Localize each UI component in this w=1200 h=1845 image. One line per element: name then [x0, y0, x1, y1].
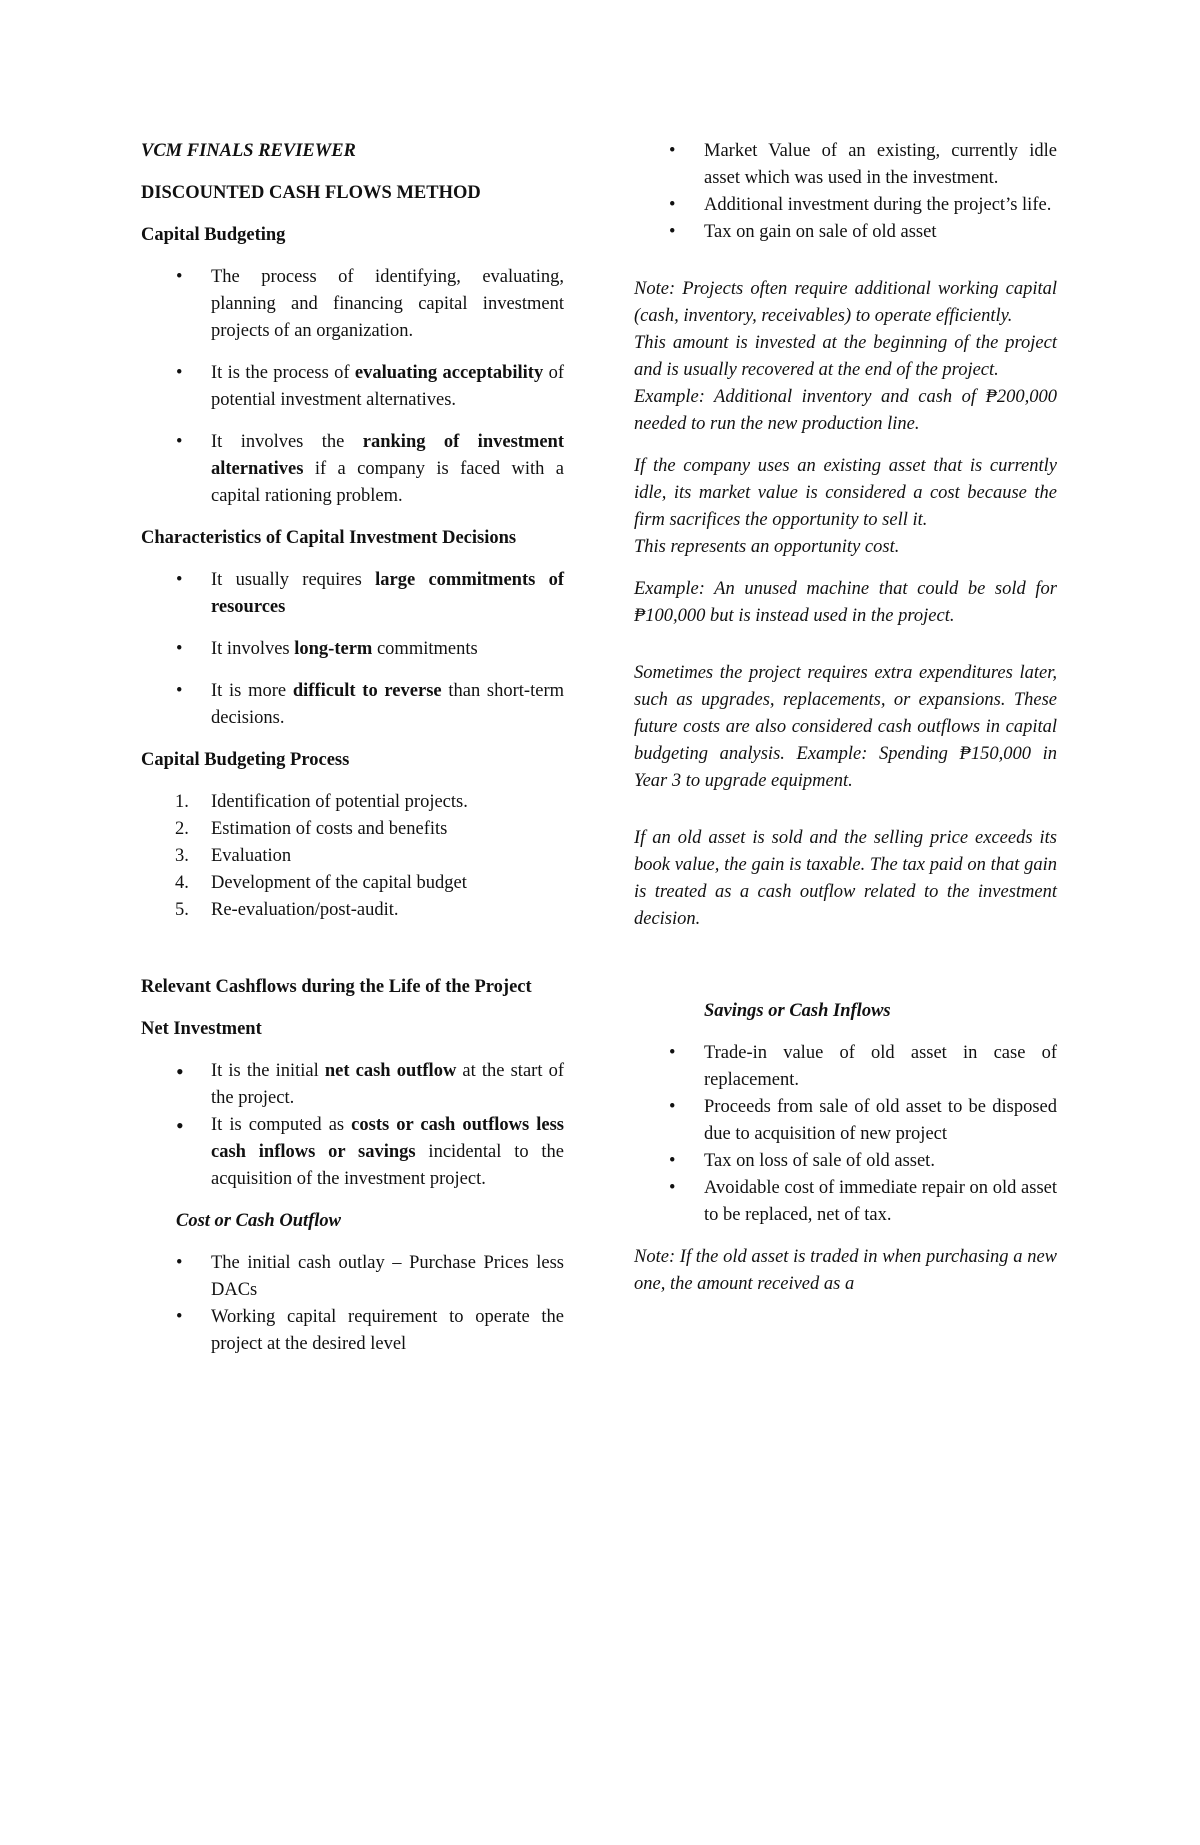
list-item: • It involves long-term commitments	[141, 636, 564, 663]
list-item: • The process of identifying, evaluating, planning and financing capital investment projects of an organization.	[141, 264, 564, 345]
list-item: • It usually requires large commitments of resources	[141, 567, 564, 621]
savings-list	[634, 1040, 1057, 1229]
step-number: 5.	[175, 900, 189, 920]
process-heading: Capital Budgeting Process	[141, 750, 350, 770]
step-text: Estimation of costs and benefits	[211, 819, 448, 839]
list-item: • Tax on loss of sale of old asset.	[634, 1148, 1057, 1175]
note-idle-asset: If the company uses an existing asset that is currently idle, its market value is considered a cost because the firm sacrifices the opportunity to sell it.	[634, 456, 1057, 530]
list-item: • It involves the ranking of investment alternatives if a company is faced with a capital rationing problem.	[141, 429, 564, 510]
list-item: • Avoidable cost of immediate repair on old asset to be replaced, net of tax.	[634, 1175, 1057, 1229]
list-item: • It is more difficult to reverse than short-term decisions.	[141, 678, 564, 732]
step-number: 2.	[175, 819, 189, 839]
step-text: Identification of potential projects.	[211, 792, 468, 812]
document-title: VCM FINALS REVIEWER	[141, 141, 356, 161]
note-working-capital-recovery: This amount is invested at the beginning of the project and is usually recovered at the end of the project.	[634, 333, 1057, 380]
main-heading: DISCOUNTED CASH FLOWS METHOD	[141, 183, 481, 203]
cost-outflow-list	[141, 1250, 564, 1358]
savings-heading: Savings or Cash Inflows	[704, 1001, 891, 1021]
list-item: • Working capital requirement to operate the project at the desired level	[141, 1304, 564, 1358]
process-step	[141, 816, 564, 843]
step-number: 3.	[175, 846, 189, 866]
process-step	[141, 789, 564, 816]
capital-budgeting-heading: Capital Budgeting	[141, 225, 286, 245]
list-item: • Tax on gain on sale of old asset	[634, 219, 1057, 246]
process-list	[141, 789, 564, 924]
list-item: • Proceeds from sale of old asset to be disposed due to acquisition of new project	[634, 1094, 1057, 1148]
step-text: Evaluation	[211, 846, 292, 866]
relevant-cashflows-heading: Relevant Cashflows during the Life of the Project	[141, 977, 532, 997]
list-item: • The initial cash outlay – Purchase Prices less DACs	[141, 1250, 564, 1304]
step-number: 1.	[175, 792, 189, 812]
list-item: • Trade-in value of old asset in case of replacement.	[634, 1040, 1057, 1094]
cost-outflow-heading: Cost or Cash Outflow	[176, 1211, 342, 1231]
cost-outflow-continued-list	[634, 138, 1057, 246]
note-extra-expenditures: Sometimes the project requires extra expenditures later, such as upgrades, replacements, or expansions. These future costs are also considered cash outflows in capital budgeting analysis. Example: Spending ₱150,000 in Year 3 to upgrade equipment.	[634, 663, 1057, 791]
note-working-capital-example: Example: Additional inventory and cash of ₱200,000 needed to run the new production line.	[634, 387, 1057, 434]
note-opportunity-cost: This represents an opportunity cost.	[634, 537, 900, 557]
note-trade-in: Note: If the old asset is traded in when purchasing a new one, the amount received as a	[634, 1247, 1057, 1294]
step-text: Development of the capital budget	[211, 873, 467, 893]
process-step	[141, 870, 564, 897]
list-item: • It is the initial net cash outflow at the start of the project.	[141, 1058, 564, 1112]
step-number: 4.	[175, 873, 189, 893]
step-text: Re-evaluation/post-audit.	[211, 900, 399, 920]
capital-budgeting-list	[141, 264, 564, 510]
list-item: • It is the process of evaluating acceptability of potential investment alternatives.	[141, 360, 564, 414]
characteristics-list	[141, 567, 564, 732]
characteristics-heading: Characteristics of Capital Investment Decisions	[141, 528, 517, 548]
process-step	[141, 843, 564, 870]
note-working-capital: Note: Projects often require additional working capital (cash, inventory, receivables) to operate efficiently.	[634, 279, 1057, 326]
note-gain-on-sale: If an old asset is sold and the selling price exceeds its book value, the gain is taxable. The tax paid on that gain is treated as a cash outflow related to the investment decision.	[634, 828, 1057, 929]
right-column	[634, 138, 1057, 1298]
list-item: • Market Value of an existing, currently idle asset which was used in the investment.	[634, 138, 1057, 192]
net-investment-list	[141, 1058, 564, 1193]
list-item: • It is computed as costs or cash outflows less cash inflows or savings incidental to the acquisition of the investment project.	[141, 1112, 564, 1193]
list-item: • Additional investment during the project’s life.	[634, 192, 1057, 219]
left-column	[141, 138, 564, 1358]
process-step	[141, 897, 564, 924]
net-investment-heading: Net Investment	[141, 1019, 262, 1039]
note-unused-machine: Example: An unused machine that could be sold for ₱100,000 but is instead used in the project.	[634, 579, 1057, 626]
